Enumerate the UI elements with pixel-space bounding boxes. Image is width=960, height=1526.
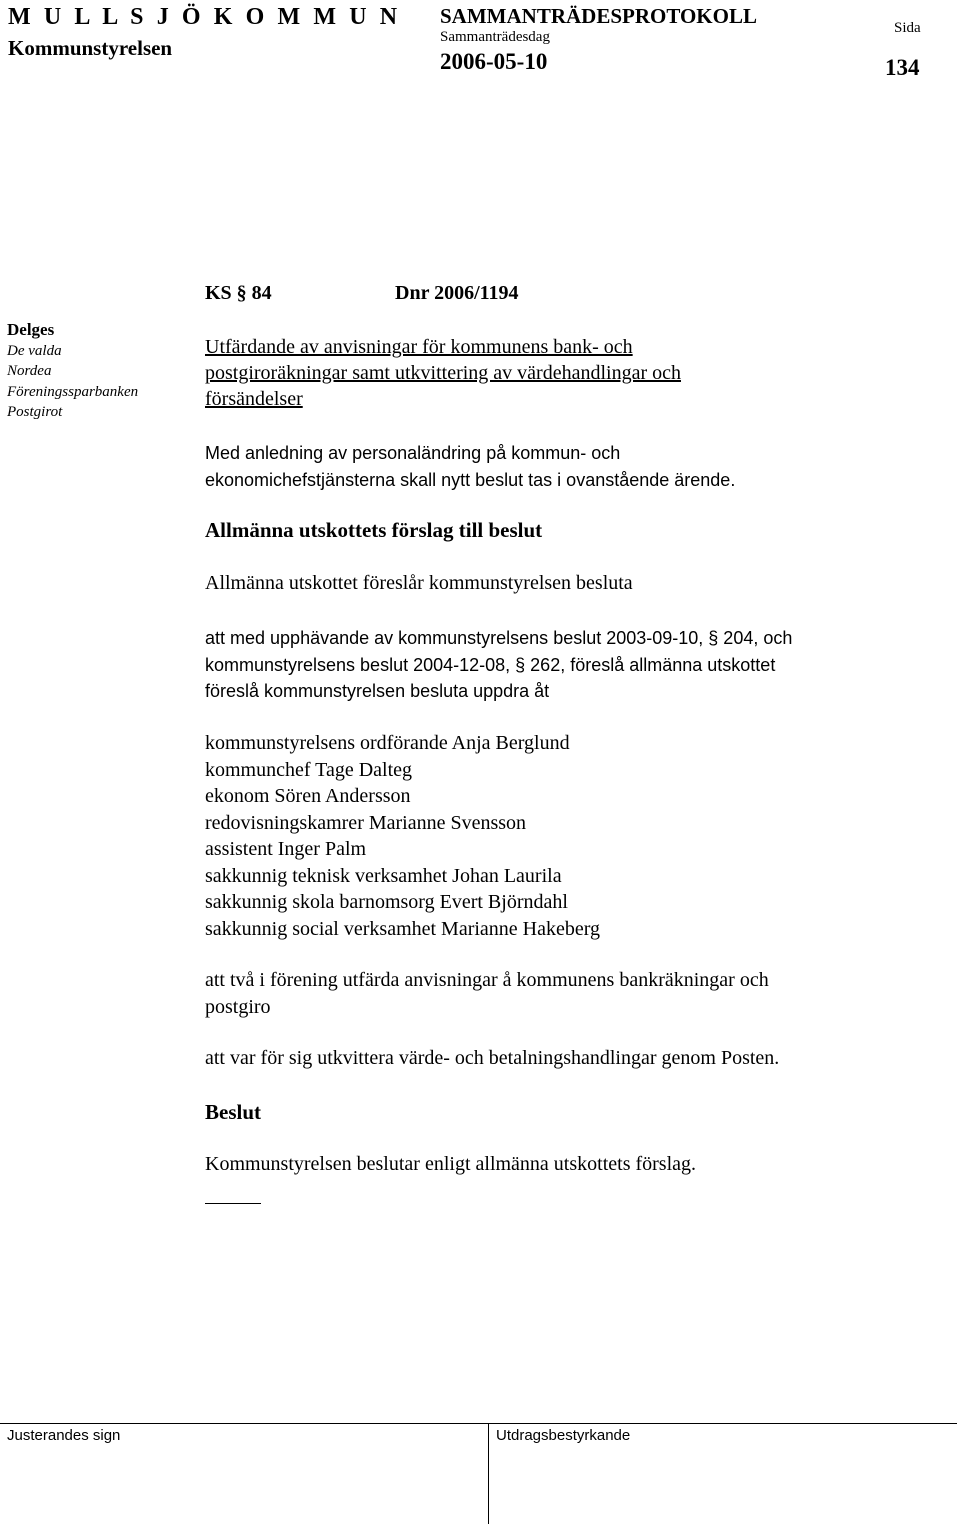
signature-field-label: Justerandes sign xyxy=(7,1427,121,1444)
resolution-clause-3: att var för sig utkvittera värde- och betalningshandlingar genom Posten. xyxy=(205,1047,780,1069)
clause-line: att två i förening utfärda anvisningar å kommunens bankräkningar och xyxy=(205,969,769,991)
proposal-text: Allmänna utskottet föreslår kommunstyrelsen besluta xyxy=(205,572,633,594)
clause-line: postgiro xyxy=(205,995,271,1018)
distribution-item: Nordea xyxy=(7,363,52,379)
distribution-list xyxy=(7,320,138,423)
official-item: kommunchef Tage Dalteg xyxy=(205,758,413,781)
resolution-clause-2 xyxy=(205,967,769,1020)
distribution-item: Postgirot xyxy=(7,404,63,420)
intro-line: Med anledning av personaländring på kommun- och xyxy=(205,443,621,463)
board-name: Kommunstyrelsen xyxy=(8,36,173,60)
decision-heading: Beslut xyxy=(205,1100,262,1124)
official-item: ekonom Sören Andersson xyxy=(205,785,411,807)
official-item: redovisningskamrer Marianne Svensson xyxy=(205,811,527,834)
municipality-title: M U L L S J Ö K O M M U N xyxy=(8,4,401,30)
document-type: SAMMANTRÄDESPROTOKOLL xyxy=(440,4,757,28)
official-item: assistent Inger Palm xyxy=(205,838,367,860)
footer-divider xyxy=(488,1424,489,1524)
case-title-line: försändelser xyxy=(205,388,303,410)
page-label: Sida xyxy=(894,20,921,36)
distribution-item: De valda xyxy=(7,342,62,359)
case-number: KS § 84 xyxy=(205,282,272,304)
clause-line: föreslå kommunstyrelsen besluta uppdra åt xyxy=(205,681,550,701)
certification-field-label: Utdragsbestyrkande xyxy=(496,1427,631,1444)
end-rule xyxy=(205,1203,261,1204)
meeting-date: 2006-05-10 xyxy=(440,49,548,74)
distribution-heading: Delges xyxy=(7,320,55,339)
case-title-line: postgiroräkningar samt utkvittering av värdehandlingar och xyxy=(205,362,681,384)
footer-rule xyxy=(0,1423,957,1424)
resolution-clause-1 xyxy=(205,625,792,705)
page-number: 134 xyxy=(885,55,920,80)
decision-text: Kommunstyrelsen beslutar enligt allmänna utskottets förslag. xyxy=(205,1153,697,1175)
official-item: kommunstyrelsens ordförande Anja Berglund xyxy=(205,732,570,754)
official-item: sakkunnig skola barnomsorg Evert Björndahl xyxy=(205,891,568,913)
case-title xyxy=(205,334,681,412)
committee-proposal-heading: Allmänna utskottets förslag till beslut xyxy=(205,518,543,542)
clause-line: kommunstyrelsens beslut 2004-12-08, § 262, föreslå allmänna utskottet xyxy=(205,654,776,675)
registration-number: Dnr 2006/1194 xyxy=(395,282,519,304)
case-reference xyxy=(205,282,519,305)
intro-line: ekonomichefstjänsterna skall nytt beslut tas i ovanstående ärende. xyxy=(205,469,736,490)
distribution-item: Föreningssparbanken xyxy=(7,383,139,400)
meeting-date-label: Sammanträdesdag xyxy=(440,29,550,45)
official-item: sakkunnig social verksamhet Marianne Hakeberg xyxy=(205,917,601,940)
case-title-line: Utfärdande av anvisningar för kommunens bank- och xyxy=(205,336,633,358)
clause-line: att med upphävande av kommunstyrelsens beslut 2003-09-10, § 204, och xyxy=(205,628,793,648)
officials-list xyxy=(205,730,600,942)
official-item: sakkunnig teknisk verksamhet Johan Laurila xyxy=(205,864,562,887)
intro-paragraph xyxy=(205,440,735,493)
